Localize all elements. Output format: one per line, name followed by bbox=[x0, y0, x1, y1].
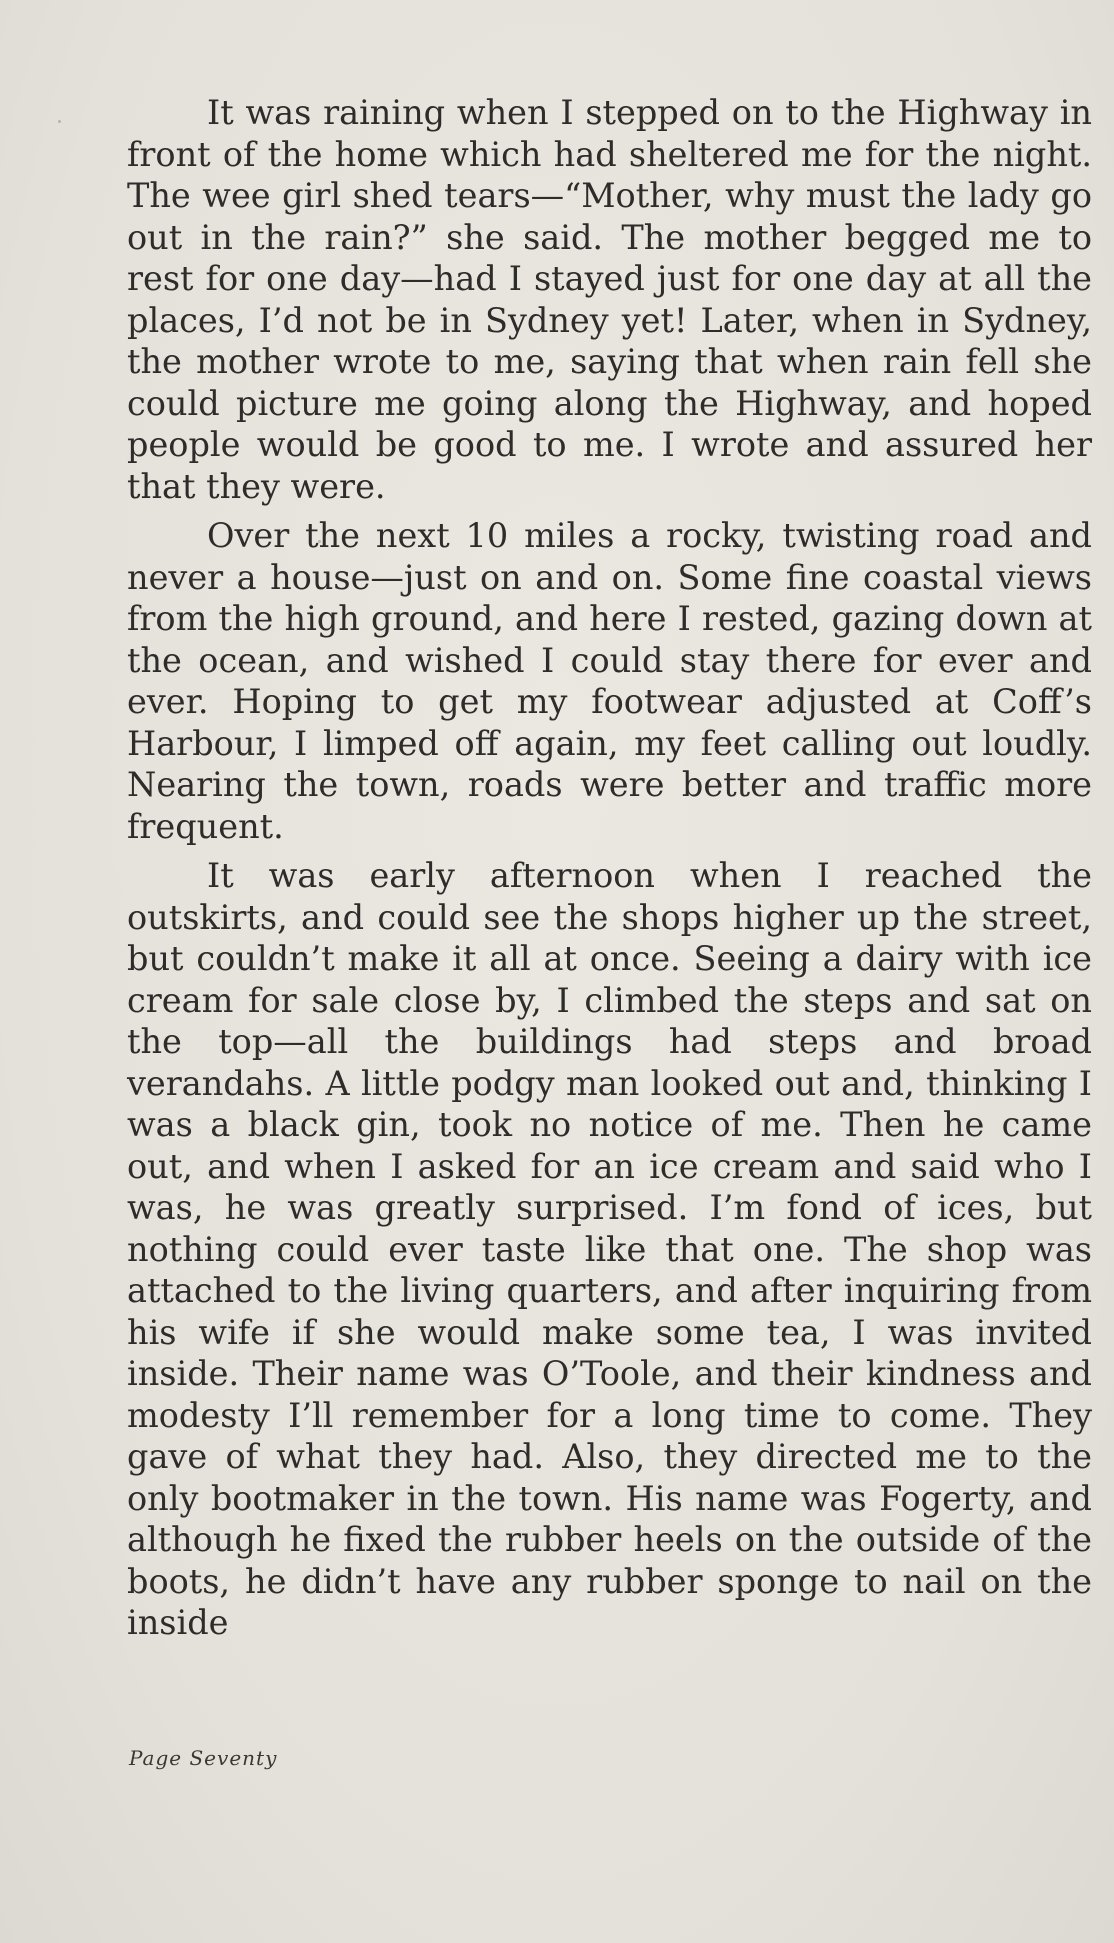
page-number: Page Seventy bbox=[129, 1746, 278, 1770]
paragraph-3: It was early afternoon when I reached the outskirts, and could see the shops higher up the street, but couldn’t make it all at once. Seeing a dairy with ice cream for sale close by, I climbed the steps and sat on the top—all the buildings had steps and broad verandahs. A little podgy man looked out and, thinking I was a black gin, took no notice of me. Then he came out, and when I asked for an ice cream and said who I was, he was greatly surprised. I’m fond of ices, but nothing could ever taste like that one. The shop was attached to the living quarters, and after inquiring from his wife if she would make some tea, I was invited inside. Their name was O’Toole, and their kindness and modesty I’ll remember for a long time to come. They gave of what they had. Also, they directed me to the only bootmaker in the town. His name was Fogerty, and although he fixed the rubber heels on the outside of the boots, he didn’t have any rubber sponge to nail on the inside bbox=[127, 856, 1092, 1642]
paragraph-2: Over the next 10 miles a rocky, twisting road and never a house—just on and on. Some fine coastal views from the high ground, and here I rested, gazing down at the ocean, and wished I could stay there for ever and ever. Hoping to get my footwear adjusted at Coff’s Harbour, I limped off again, my feet calling out loudly. Nearing the town, roads were better and traffic more frequent. bbox=[127, 516, 1092, 846]
paragraph-1: It was raining when I stepped on to the Highway in front of the home which had sheltered me for the night. The wee girl shed tears—“Mother, why must the lady go out in the rain?” she said. The mother begged me to rest for one day—had I stayed just for one day at all the places, I’d not be in Sydney yet! Later, when in Sydney, the mother wrote to me, saying that when rain fell she could picture me going along the Highway, and hoped people would be good to me. I wrote and assured her that they were. bbox=[127, 93, 1092, 506]
body-text bbox=[127, 92, 1092, 1644]
paper-speck bbox=[58, 120, 61, 123]
